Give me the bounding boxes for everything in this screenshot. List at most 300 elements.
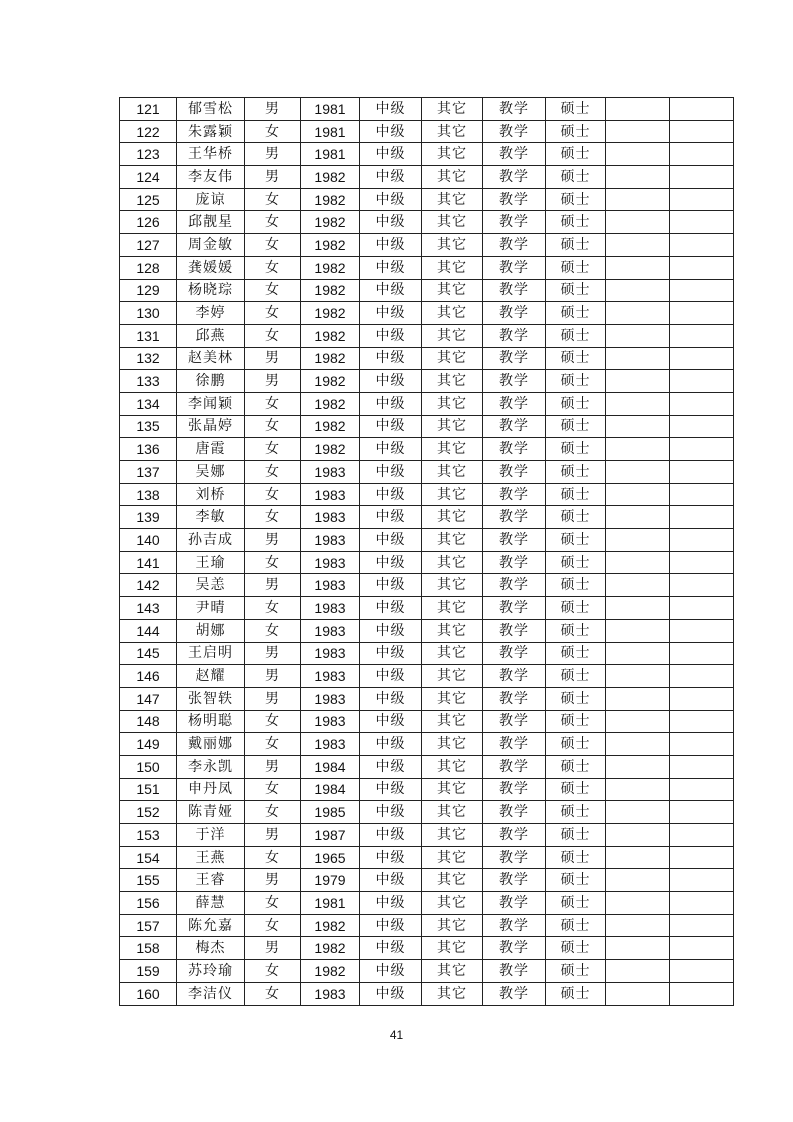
cell-row-number: 142 [120,574,177,597]
cell-birth-year: 1983 [301,642,360,665]
cell-extra-col-1 [606,347,670,370]
cell-extra-col-2 [670,597,734,620]
cell-category: 其它 [422,415,483,438]
cell-title-level: 中级 [360,778,422,801]
table-row [120,824,734,847]
cell-birth-year: 1983 [301,665,360,688]
cell-row-number: 144 [120,619,177,642]
cell-category: 其它 [422,302,483,325]
cell-title-level: 中级 [360,415,422,438]
table-row [120,279,734,302]
cell-extra-col-1 [606,846,670,869]
cell-row-number: 155 [120,869,177,892]
cell-row-number: 136 [120,438,177,461]
cell-extra-col-1 [606,665,670,688]
cell-category: 其它 [422,824,483,847]
cell-extra-col-2 [670,642,734,665]
cell-extra-col-2 [670,506,734,529]
cell-category: 其它 [422,869,483,892]
cell-birth-year: 1983 [301,551,360,574]
cell-gender: 女 [245,302,301,325]
cell-extra-col-2 [670,347,734,370]
cell-title-level: 中级 [360,733,422,756]
cell-category: 其它 [422,733,483,756]
cell-birth-year: 1982 [301,347,360,370]
cell-degree: 硕士 [546,529,606,552]
cell-category: 其它 [422,529,483,552]
cell-gender: 女 [245,982,301,1005]
cell-degree: 硕士 [546,166,606,189]
cell-row-number: 127 [120,234,177,257]
cell-post-type: 教学 [483,438,546,461]
cell-row-number: 157 [120,914,177,937]
cell-birth-year: 1983 [301,483,360,506]
cell-degree: 硕士 [546,778,606,801]
cell-name: 李洁仪 [177,982,245,1005]
cell-extra-col-1 [606,143,670,166]
cell-extra-col-2 [670,143,734,166]
cell-name: 苏玲瑜 [177,960,245,983]
cell-category: 其它 [422,211,483,234]
cell-name: 王华桥 [177,143,245,166]
cell-degree: 硕士 [546,120,606,143]
cell-title-level: 中级 [360,166,422,189]
cell-degree: 硕士 [546,302,606,325]
cell-post-type: 教学 [483,415,546,438]
table-row [120,98,734,121]
table-row [120,529,734,552]
cell-post-type: 教学 [483,869,546,892]
cell-name: 梅杰 [177,937,245,960]
cell-extra-col-2 [670,279,734,302]
cell-birth-year: 1965 [301,846,360,869]
cell-post-type: 教学 [483,529,546,552]
table-row [120,914,734,937]
cell-extra-col-1 [606,755,670,778]
table-row [120,846,734,869]
cell-extra-col-1 [606,188,670,211]
cell-row-number: 140 [120,529,177,552]
cell-post-type: 教学 [483,166,546,189]
cell-extra-col-2 [670,98,734,121]
cell-row-number: 160 [120,982,177,1005]
cell-name: 陈青娅 [177,801,245,824]
cell-name: 唐霞 [177,438,245,461]
cell-birth-year: 1981 [301,98,360,121]
cell-gender: 女 [245,279,301,302]
cell-birth-year: 1982 [301,937,360,960]
cell-birth-year: 1982 [301,415,360,438]
cell-category: 其它 [422,801,483,824]
cell-degree: 硕士 [546,642,606,665]
cell-extra-col-2 [670,574,734,597]
cell-post-type: 教学 [483,551,546,574]
cell-title-level: 中级 [360,370,422,393]
cell-birth-year: 1987 [301,824,360,847]
cell-name: 李婷 [177,302,245,325]
cell-category: 其它 [422,120,483,143]
cell-row-number: 146 [120,665,177,688]
cell-post-type: 教学 [483,710,546,733]
cell-row-number: 158 [120,937,177,960]
cell-title-level: 中级 [360,982,422,1005]
cell-gender: 女 [245,892,301,915]
cell-name: 邱燕 [177,324,245,347]
cell-category: 其它 [422,324,483,347]
cell-degree: 硕士 [546,461,606,484]
cell-gender: 男 [245,937,301,960]
cell-category: 其它 [422,665,483,688]
cell-extra-col-1 [606,302,670,325]
cell-post-type: 教学 [483,370,546,393]
cell-birth-year: 1982 [301,279,360,302]
cell-category: 其它 [422,619,483,642]
cell-gender: 男 [245,574,301,597]
cell-row-number: 147 [120,687,177,710]
cell-degree: 硕士 [546,755,606,778]
cell-row-number: 130 [120,302,177,325]
cell-extra-col-2 [670,256,734,279]
cell-birth-year: 1985 [301,801,360,824]
table-row [120,937,734,960]
cell-gender: 女 [245,551,301,574]
cell-name: 邱靓星 [177,211,245,234]
cell-extra-col-2 [670,324,734,347]
cell-name: 王燕 [177,846,245,869]
cell-title-level: 中级 [360,551,422,574]
table-row [120,982,734,1005]
cell-post-type: 教学 [483,234,546,257]
cell-birth-year: 1984 [301,755,360,778]
cell-gender: 男 [245,869,301,892]
cell-row-number: 150 [120,755,177,778]
cell-degree: 硕士 [546,256,606,279]
cell-row-number: 149 [120,733,177,756]
cell-category: 其它 [422,914,483,937]
cell-name: 陈允嘉 [177,914,245,937]
cell-birth-year: 1981 [301,120,360,143]
cell-birth-year: 1982 [301,234,360,257]
table-row [120,574,734,597]
page-number: 41 [389,1028,404,1042]
cell-name: 王瑜 [177,551,245,574]
cell-category: 其它 [422,347,483,370]
table-row [120,597,734,620]
cell-name: 朱露颖 [177,120,245,143]
staff-table [119,97,734,1006]
cell-degree: 硕士 [546,824,606,847]
cell-gender: 女 [245,392,301,415]
cell-category: 其它 [422,710,483,733]
cell-name: 王睿 [177,869,245,892]
cell-name: 庞谅 [177,188,245,211]
cell-row-number: 145 [120,642,177,665]
cell-category: 其它 [422,461,483,484]
cell-post-type: 教学 [483,597,546,620]
cell-title-level: 中级 [360,302,422,325]
cell-row-number: 121 [120,98,177,121]
cell-title-level: 中级 [360,574,422,597]
cell-extra-col-1 [606,256,670,279]
cell-name: 薛慧 [177,892,245,915]
cell-birth-year: 1981 [301,892,360,915]
cell-birth-year: 1983 [301,710,360,733]
cell-title-level: 中级 [360,438,422,461]
cell-gender: 女 [245,801,301,824]
table-row [120,256,734,279]
table-row [120,801,734,824]
cell-gender: 男 [245,755,301,778]
cell-post-type: 教学 [483,324,546,347]
cell-category: 其它 [422,551,483,574]
cell-gender: 女 [245,188,301,211]
cell-extra-col-2 [670,778,734,801]
cell-extra-col-2 [670,982,734,1005]
cell-row-number: 129 [120,279,177,302]
cell-row-number: 137 [120,461,177,484]
cell-degree: 硕士 [546,710,606,733]
cell-name: 张晶婷 [177,415,245,438]
cell-degree: 硕士 [546,869,606,892]
cell-extra-col-1 [606,120,670,143]
table-row [120,778,734,801]
cell-extra-col-2 [670,960,734,983]
cell-post-type: 教学 [483,392,546,415]
cell-post-type: 教学 [483,687,546,710]
cell-extra-col-2 [670,120,734,143]
cell-degree: 硕士 [546,438,606,461]
cell-category: 其它 [422,778,483,801]
cell-extra-col-1 [606,778,670,801]
cell-extra-col-2 [670,211,734,234]
cell-degree: 硕士 [546,415,606,438]
cell-name: 孙吉成 [177,529,245,552]
cell-extra-col-1 [606,529,670,552]
table-row [120,483,734,506]
cell-extra-col-1 [606,506,670,529]
cell-name: 杨明聪 [177,710,245,733]
cell-category: 其它 [422,937,483,960]
cell-gender: 女 [245,461,301,484]
cell-birth-year: 1982 [301,188,360,211]
cell-name: 郁雪松 [177,98,245,121]
cell-row-number: 134 [120,392,177,415]
cell-post-type: 教学 [483,960,546,983]
cell-gender: 女 [245,960,301,983]
cell-extra-col-2 [670,733,734,756]
cell-category: 其它 [422,143,483,166]
cell-title-level: 中级 [360,98,422,121]
table-row [120,438,734,461]
cell-title-level: 中级 [360,801,422,824]
cell-extra-col-1 [606,982,670,1005]
cell-extra-col-2 [670,619,734,642]
cell-title-level: 中级 [360,710,422,733]
cell-extra-col-2 [670,846,734,869]
table-row [120,143,734,166]
table-row [120,960,734,983]
cell-degree: 硕士 [546,960,606,983]
table-row [120,166,734,189]
cell-title-level: 中级 [360,529,422,552]
table-row [120,120,734,143]
cell-birth-year: 1982 [301,392,360,415]
cell-title-level: 中级 [360,506,422,529]
cell-title-level: 中级 [360,914,422,937]
cell-title-level: 中级 [360,347,422,370]
cell-row-number: 153 [120,824,177,847]
cell-gender: 女 [245,914,301,937]
cell-extra-col-1 [606,279,670,302]
cell-gender: 男 [245,687,301,710]
cell-extra-col-2 [670,755,734,778]
cell-gender: 男 [245,824,301,847]
cell-birth-year: 1982 [301,370,360,393]
cell-post-type: 教学 [483,982,546,1005]
table-row [120,392,734,415]
table-row [120,302,734,325]
cell-title-level: 中级 [360,892,422,915]
cell-gender: 女 [245,234,301,257]
cell-post-type: 教学 [483,801,546,824]
cell-category: 其它 [422,892,483,915]
table-row [120,642,734,665]
cell-category: 其它 [422,98,483,121]
cell-category: 其它 [422,256,483,279]
cell-gender: 女 [245,415,301,438]
cell-extra-col-2 [670,824,734,847]
cell-post-type: 教学 [483,619,546,642]
table-row [120,370,734,393]
cell-title-level: 中级 [360,324,422,347]
cell-category: 其它 [422,438,483,461]
cell-name: 徐鹏 [177,370,245,393]
cell-row-number: 143 [120,597,177,620]
table-row [120,892,734,915]
table-row [120,347,734,370]
cell-extra-col-1 [606,733,670,756]
cell-degree: 硕士 [546,551,606,574]
cell-gender: 女 [245,619,301,642]
staff-table-body [120,98,734,1006]
table-row [120,710,734,733]
table-row [120,869,734,892]
cell-extra-col-2 [670,551,734,574]
cell-degree: 硕士 [546,801,606,824]
cell-post-type: 教学 [483,143,546,166]
cell-gender: 男 [245,143,301,166]
cell-degree: 硕士 [546,98,606,121]
cell-post-type: 教学 [483,892,546,915]
cell-degree: 硕士 [546,982,606,1005]
cell-degree: 硕士 [546,619,606,642]
cell-extra-col-2 [670,166,734,189]
cell-gender: 女 [245,211,301,234]
cell-gender: 女 [245,324,301,347]
cell-gender: 男 [245,98,301,121]
cell-degree: 硕士 [546,188,606,211]
cell-degree: 硕士 [546,665,606,688]
cell-gender: 女 [245,733,301,756]
cell-extra-col-2 [670,188,734,211]
cell-gender: 女 [245,778,301,801]
cell-degree: 硕士 [546,506,606,529]
cell-gender: 女 [245,597,301,620]
table-row [120,755,734,778]
cell-extra-col-2 [670,892,734,915]
cell-name: 李永凯 [177,755,245,778]
cell-birth-year: 1983 [301,687,360,710]
cell-extra-col-2 [670,302,734,325]
cell-row-number: 148 [120,710,177,733]
cell-birth-year: 1983 [301,619,360,642]
cell-extra-col-2 [670,529,734,552]
cell-birth-year: 1983 [301,733,360,756]
cell-name: 尹晴 [177,597,245,620]
table-row [120,687,734,710]
cell-title-level: 中级 [360,279,422,302]
cell-gender: 女 [245,483,301,506]
cell-extra-col-1 [606,98,670,121]
cell-gender: 男 [245,166,301,189]
cell-row-number: 152 [120,801,177,824]
cell-degree: 硕士 [546,914,606,937]
table-row [120,665,734,688]
cell-birth-year: 1982 [301,256,360,279]
cell-title-level: 中级 [360,755,422,778]
cell-extra-col-1 [606,619,670,642]
cell-post-type: 教学 [483,846,546,869]
cell-birth-year: 1983 [301,529,360,552]
cell-gender: 女 [245,120,301,143]
cell-title-level: 中级 [360,619,422,642]
cell-name: 周金敏 [177,234,245,257]
cell-title-level: 中级 [360,642,422,665]
table-row [120,188,734,211]
cell-degree: 硕士 [546,687,606,710]
cell-title-level: 中级 [360,597,422,620]
cell-post-type: 教学 [483,279,546,302]
cell-row-number: 133 [120,370,177,393]
cell-birth-year: 1979 [301,869,360,892]
cell-category: 其它 [422,506,483,529]
cell-gender: 男 [245,642,301,665]
cell-title-level: 中级 [360,120,422,143]
cell-extra-col-2 [670,665,734,688]
cell-post-type: 教学 [483,483,546,506]
cell-category: 其它 [422,188,483,211]
cell-extra-col-2 [670,415,734,438]
cell-extra-col-1 [606,392,670,415]
cell-extra-col-1 [606,551,670,574]
cell-category: 其它 [422,687,483,710]
cell-post-type: 教学 [483,665,546,688]
cell-extra-col-2 [670,234,734,257]
cell-category: 其它 [422,642,483,665]
cell-birth-year: 1983 [301,982,360,1005]
cell-gender: 男 [245,370,301,393]
cell-name: 李友伟 [177,166,245,189]
cell-extra-col-2 [670,370,734,393]
cell-row-number: 159 [120,960,177,983]
cell-extra-col-2 [670,710,734,733]
cell-gender: 女 [245,846,301,869]
cell-degree: 硕士 [546,279,606,302]
cell-extra-col-1 [606,937,670,960]
cell-extra-col-1 [606,597,670,620]
cell-degree: 硕士 [546,574,606,597]
cell-birth-year: 1983 [301,461,360,484]
